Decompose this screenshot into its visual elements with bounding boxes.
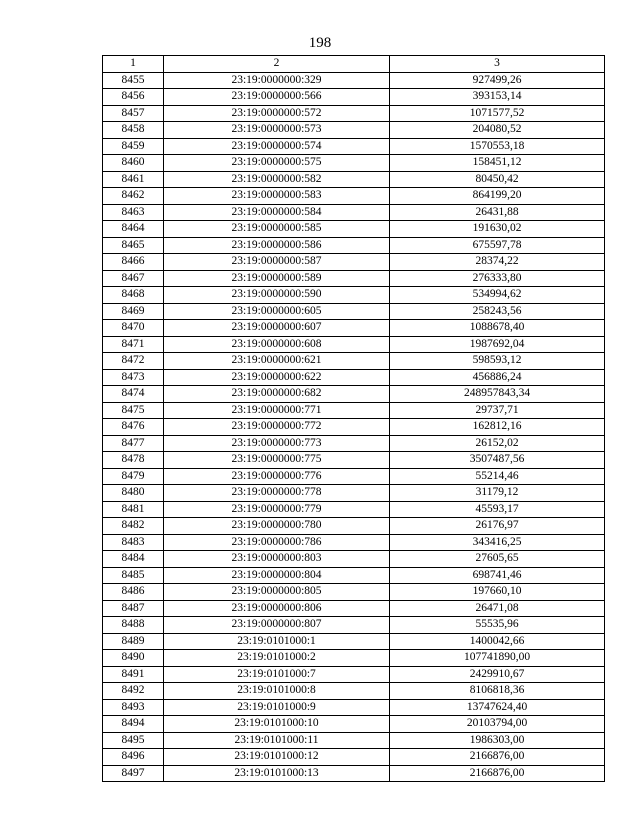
cadastral-value-cell: 29737,71 — [390, 402, 605, 419]
table-row — [103, 221, 605, 238]
row-number-cell: 8458 — [103, 122, 164, 139]
cadastral-number-cell: 23:19:0000000:780 — [164, 518, 390, 535]
cadastral-number-cell: 23:19:0000000:807 — [164, 617, 390, 634]
table-row — [103, 138, 605, 155]
cadastral-value-cell: 1570553,18 — [390, 138, 605, 155]
cadastral-value-cell: 28374,22 — [390, 254, 605, 271]
cadastral-value-cell: 927499,26 — [390, 72, 605, 89]
page-number: 198 — [308, 35, 332, 51]
row-number-cell: 8477 — [103, 435, 164, 452]
row-number-cell: 8488 — [103, 617, 164, 634]
cadastral-value-cell: 8106818,36 — [390, 683, 605, 700]
cadastral-number-cell: 23:19:0101000:9 — [164, 699, 390, 716]
row-number-cell: 8478 — [103, 452, 164, 469]
table-row — [103, 419, 605, 436]
table-row — [103, 155, 605, 172]
row-number-cell: 8468 — [103, 287, 164, 304]
cadastral-value-cell: 1400042,66 — [390, 633, 605, 650]
cadastral-number-cell: 23:19:0000000:585 — [164, 221, 390, 238]
cadastral-value-cell: 107741890,00 — [390, 650, 605, 667]
cadastral-number-cell: 23:19:0000000:589 — [164, 270, 390, 287]
cadastral-value-cell: 698741,46 — [390, 567, 605, 584]
cadastral-number-cell: 23:19:0101000:2 — [164, 650, 390, 667]
cadastral-number-cell: 23:19:0000000:329 — [164, 72, 390, 89]
cadastral-number-cell: 23:19:0000000:621 — [164, 353, 390, 370]
row-number-cell: 8465 — [103, 237, 164, 254]
row-number-cell: 8481 — [103, 501, 164, 518]
cadastral-value-cell: 1987692,04 — [390, 336, 605, 353]
cadastral-number-cell: 23:19:0000000:776 — [164, 468, 390, 485]
table-row — [103, 254, 605, 271]
cadastral-number-cell: 23:19:0000000:806 — [164, 600, 390, 617]
table-row — [103, 72, 605, 89]
row-number-cell: 8495 — [103, 732, 164, 749]
cadastral-value-cell: 26176,97 — [390, 518, 605, 535]
cadastral-value-cell: 13747624,40 — [390, 699, 605, 716]
table-row — [103, 402, 605, 419]
cadastral-number-cell: 23:19:0000000:786 — [164, 534, 390, 551]
row-number-cell: 8493 — [103, 699, 164, 716]
cadastral-value-cell: 26471,08 — [390, 600, 605, 617]
table-row — [103, 617, 605, 634]
table-row — [103, 188, 605, 205]
table-row — [103, 270, 605, 287]
cadastral-number-cell: 23:19:0000000:803 — [164, 551, 390, 568]
row-number-cell: 8474 — [103, 386, 164, 403]
cadastral-value-cell: 158451,12 — [390, 155, 605, 172]
table-row — [103, 386, 605, 403]
cadastral-value-cell: 2429910,67 — [390, 666, 605, 683]
cadastral-number-cell: 23:19:0000000:590 — [164, 287, 390, 304]
cadastral-number-cell: 23:19:0000000:582 — [164, 171, 390, 188]
row-number-cell: 8491 — [103, 666, 164, 683]
cadastral-value-cell: 204080,52 — [390, 122, 605, 139]
cadastral-number-cell: 23:19:0000000:805 — [164, 584, 390, 601]
row-number-cell: 8456 — [103, 89, 164, 106]
cadastral-value-cell: 248957843,34 — [390, 386, 605, 403]
cadastral-value-cell: 197660,10 — [390, 584, 605, 601]
cadastral-number-cell: 23:19:0000000:573 — [164, 122, 390, 139]
cadastral-number-cell: 23:19:0000000:771 — [164, 402, 390, 419]
row-number-cell: 8490 — [103, 650, 164, 667]
table-body — [103, 56, 605, 782]
cadastral-value-cell: 162812,16 — [390, 419, 605, 436]
cadastral-value-cell: 191630,02 — [390, 221, 605, 238]
cadastral-number-cell: 23:19:0000000:682 — [164, 386, 390, 403]
cadastral-number-cell: 23:19:0000000:778 — [164, 485, 390, 502]
cadastral-number-cell: 23:19:0101000:10 — [164, 716, 390, 733]
table-row — [103, 732, 605, 749]
cadastral-value-cell: 2166876,00 — [390, 765, 605, 782]
row-number-cell: 8473 — [103, 369, 164, 386]
row-number-cell: 8483 — [103, 534, 164, 551]
cadastral-number-cell: 23:19:0000000:804 — [164, 567, 390, 584]
row-number-cell: 8485 — [103, 567, 164, 584]
cadastral-value-cell: 80450,42 — [390, 171, 605, 188]
row-number-cell: 8492 — [103, 683, 164, 700]
cadastral-number-cell: 23:19:0000000:622 — [164, 369, 390, 386]
table-row — [103, 633, 605, 650]
cadastral-value-cell: 343416,25 — [390, 534, 605, 551]
row-number-cell: 8459 — [103, 138, 164, 155]
row-number-cell: 8482 — [103, 518, 164, 535]
row-number-cell: 8486 — [103, 584, 164, 601]
cadastral-value-cell: 276333,80 — [390, 270, 605, 287]
table-row — [103, 666, 605, 683]
row-number-cell: 8480 — [103, 485, 164, 502]
row-number-cell: 8471 — [103, 336, 164, 353]
cadastral-value-cell: 45593,17 — [390, 501, 605, 518]
row-number-cell: 8497 — [103, 765, 164, 782]
cadastral-number-cell: 23:19:0000000:566 — [164, 89, 390, 106]
table-row — [103, 122, 605, 139]
row-number-cell: 8476 — [103, 419, 164, 436]
row-number-cell: 8457 — [103, 105, 164, 122]
cadastral-number-cell: 23:19:0101000:8 — [164, 683, 390, 700]
cadastral-number-cell: 23:19:0000000:779 — [164, 501, 390, 518]
cadastral-value-cell: 55535,96 — [390, 617, 605, 634]
row-number-cell: 8455 — [103, 72, 164, 89]
column-header-cadastral-number: 2 — [164, 56, 390, 73]
cadastral-value-cell: 1986303,00 — [390, 732, 605, 749]
cadastral-number-cell: 23:19:0000000:572 — [164, 105, 390, 122]
cadastral-number-cell: 23:19:0101000:12 — [164, 749, 390, 766]
table-row — [103, 518, 605, 535]
table-row — [103, 749, 605, 766]
table-row — [103, 699, 605, 716]
cadastral-number-cell: 23:19:0000000:772 — [164, 419, 390, 436]
cadastral-number-cell: 23:19:0101000:1 — [164, 633, 390, 650]
table-row — [103, 468, 605, 485]
column-header-value: 3 — [390, 56, 605, 73]
cadastral-value-cell: 3507487,56 — [390, 452, 605, 469]
cadastral-value-cell: 456886,24 — [390, 369, 605, 386]
cadastral-number-cell: 23:19:0101000:13 — [164, 765, 390, 782]
table-row — [103, 105, 605, 122]
cadastral-number-cell: 23:19:0101000:7 — [164, 666, 390, 683]
table-row — [103, 765, 605, 782]
table-row — [103, 716, 605, 733]
cadastral-value-cell: 20103794,00 — [390, 716, 605, 733]
cadastral-value-cell: 26431,88 — [390, 204, 605, 221]
row-number-cell: 8460 — [103, 155, 164, 172]
cadastral-value-cell: 1088678,40 — [390, 320, 605, 337]
cadastral-value-cell: 1071577,52 — [390, 105, 605, 122]
table-row — [103, 584, 605, 601]
table-row — [103, 287, 605, 304]
table-row — [103, 501, 605, 518]
table-row — [103, 683, 605, 700]
table-row — [103, 369, 605, 386]
table-row — [103, 567, 605, 584]
table-row — [103, 171, 605, 188]
cadastral-number-cell: 23:19:0000000:605 — [164, 303, 390, 320]
cadastral-value-cell: 2166876,00 — [390, 749, 605, 766]
cadastral-number-cell: 23:19:0101000:11 — [164, 732, 390, 749]
table-row — [103, 534, 605, 551]
table-row — [103, 204, 605, 221]
row-number-cell: 8467 — [103, 270, 164, 287]
row-number-cell: 8464 — [103, 221, 164, 238]
row-number-cell: 8461 — [103, 171, 164, 188]
row-number-cell: 8463 — [103, 204, 164, 221]
row-number-cell: 8466 — [103, 254, 164, 271]
cadastral-number-cell: 23:19:0000000:607 — [164, 320, 390, 337]
table-row — [103, 485, 605, 502]
row-number-cell: 8472 — [103, 353, 164, 370]
row-number-cell: 8487 — [103, 600, 164, 617]
cadastral-value-cell: 393153,14 — [390, 89, 605, 106]
table-row — [103, 336, 605, 353]
cadastral-value-cell: 598593,12 — [390, 353, 605, 370]
cadastral-number-cell: 23:19:0000000:574 — [164, 138, 390, 155]
cadastral-value-cell: 31179,12 — [390, 485, 605, 502]
table-row — [103, 89, 605, 106]
row-number-cell: 8496 — [103, 749, 164, 766]
table-row — [103, 650, 605, 667]
cadastral-value-cell: 27605,65 — [390, 551, 605, 568]
cadastral-value-cell: 675597,78 — [390, 237, 605, 254]
table-row — [103, 551, 605, 568]
cadastral-value-cell: 534994,62 — [390, 287, 605, 304]
row-number-cell: 8479 — [103, 468, 164, 485]
row-number-cell: 8484 — [103, 551, 164, 568]
table-row — [103, 353, 605, 370]
cadastral-number-cell: 23:19:0000000:584 — [164, 204, 390, 221]
row-number-cell: 8469 — [103, 303, 164, 320]
cadastral-number-cell: 23:19:0000000:587 — [164, 254, 390, 271]
cadastral-number-cell: 23:19:0000000:583 — [164, 188, 390, 205]
table-row — [103, 320, 605, 337]
table-header-row — [103, 56, 605, 73]
table-row — [103, 452, 605, 469]
row-number-cell: 8494 — [103, 716, 164, 733]
column-header-number: 1 — [103, 56, 164, 73]
table-row — [103, 600, 605, 617]
cadastral-number-cell: 23:19:0000000:775 — [164, 452, 390, 469]
cadastral-number-cell: 23:19:0000000:575 — [164, 155, 390, 172]
cadastral-number-cell: 23:19:0000000:608 — [164, 336, 390, 353]
cadastral-value-table — [102, 55, 605, 782]
row-number-cell: 8475 — [103, 402, 164, 419]
cadastral-value-cell: 55214,46 — [390, 468, 605, 485]
cadastral-number-cell: 23:19:0000000:773 — [164, 435, 390, 452]
cadastral-value-cell: 26152,02 — [390, 435, 605, 452]
row-number-cell: 8462 — [103, 188, 164, 205]
row-number-cell: 8489 — [103, 633, 164, 650]
table-row — [103, 303, 605, 320]
table-row — [103, 237, 605, 254]
cadastral-value-cell: 864199,20 — [390, 188, 605, 205]
cadastral-number-cell: 23:19:0000000:586 — [164, 237, 390, 254]
cadastral-value-cell: 258243,56 — [390, 303, 605, 320]
row-number-cell: 8470 — [103, 320, 164, 337]
table-row — [103, 435, 605, 452]
